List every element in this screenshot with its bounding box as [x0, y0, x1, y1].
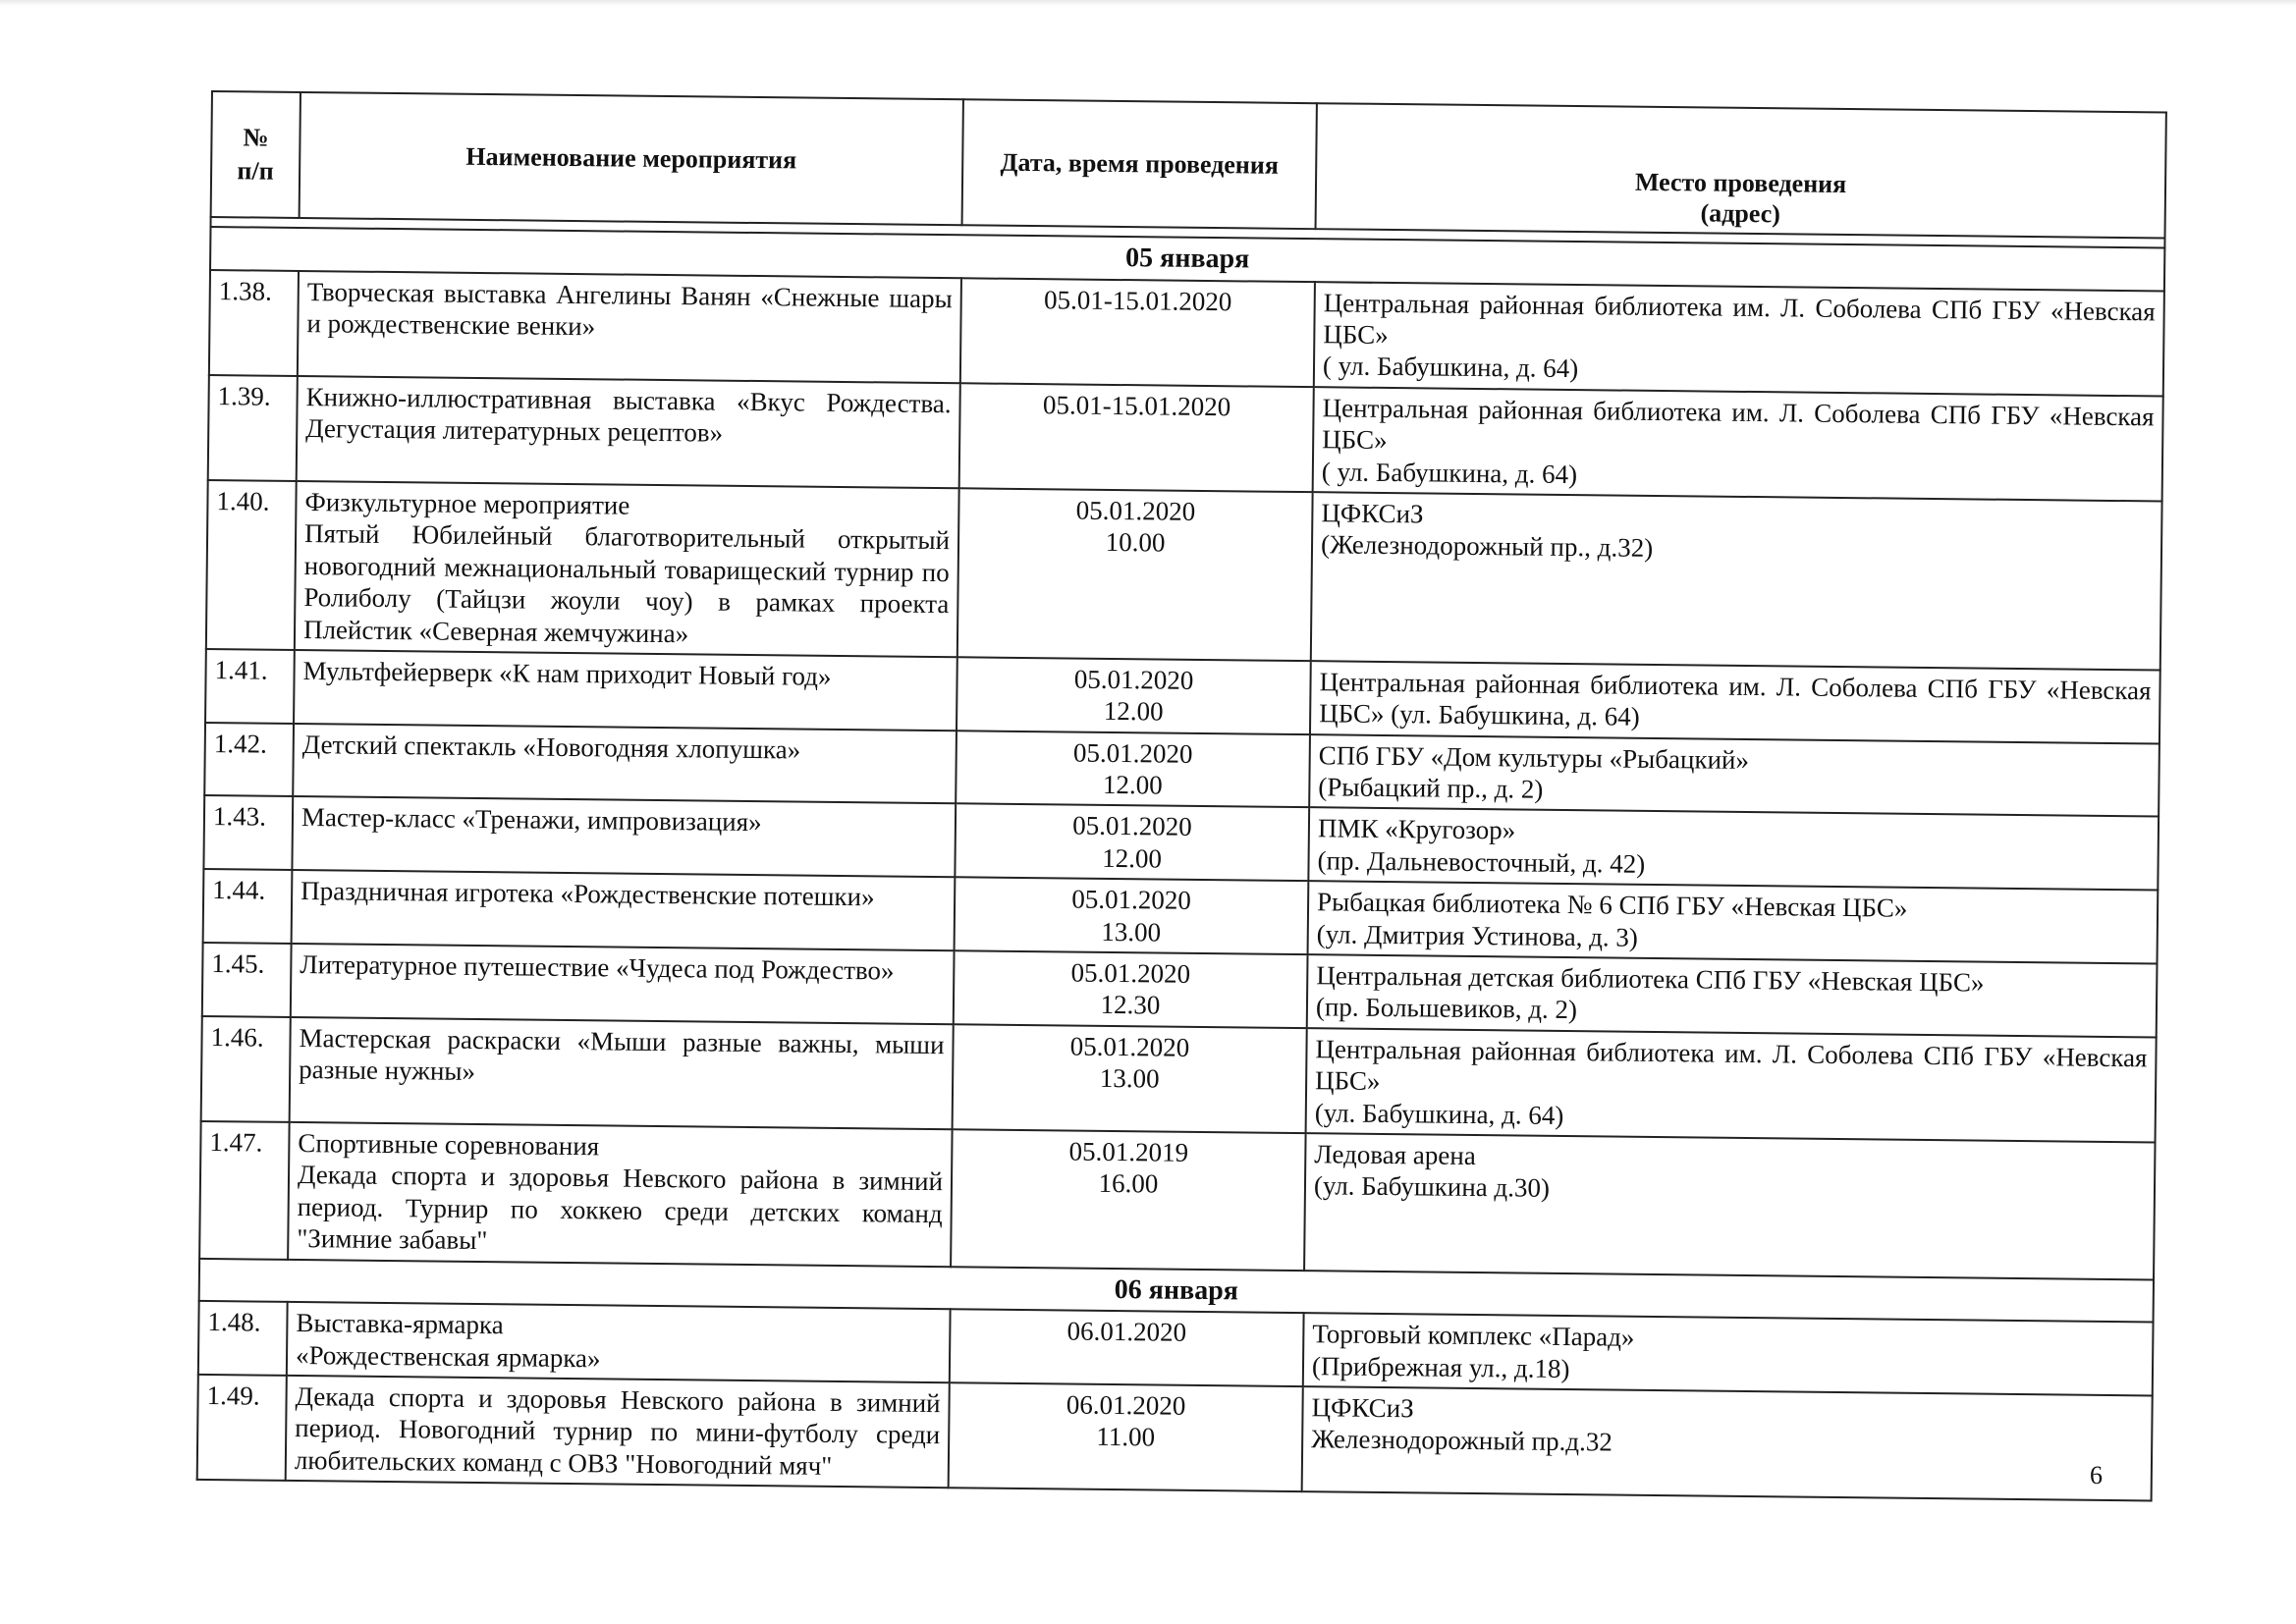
header-number	[211, 91, 301, 218]
event-venue-line: (ул. Дмитрия Устинова, д. 3)	[1316, 918, 1639, 952]
event-date-time-line: 16.00	[1098, 1168, 1159, 1199]
event-name-cell	[286, 1376, 950, 1488]
event-venue-line: ( ул. Бабушкина, д. 64)	[1321, 456, 1578, 489]
event-name-line: Детский спектакль «Новогодняя хлопушка»	[301, 729, 801, 765]
event-name-line: Мастерская раскраски «Мыши разные важны, мыши разные нужны»	[299, 1022, 945, 1087]
event-name-cell	[297, 376, 960, 488]
event-name-line: Декада спорта и здоровья Невского района в зимний период. Новогодний турнир по мини-футболу среди любительских команд с ОВЗ "Новогодний мяч"	[294, 1380, 941, 1481]
event-date-time-cell	[955, 877, 1309, 954]
table-row	[208, 375, 2163, 502]
events-table	[196, 90, 2167, 1502]
row-number: 1.42.	[204, 723, 294, 797]
event-date-time-cell	[960, 278, 1315, 387]
row-number: 1.39.	[208, 375, 298, 481]
table-row	[201, 1016, 2157, 1143]
row-number: 1.43.	[203, 795, 293, 870]
event-venue-line: Ледовая арена	[1314, 1139, 1476, 1170]
event-name-cell	[298, 271, 961, 383]
event-date-time-line: 05.01.2020	[1070, 957, 1191, 989]
header-number-sign: №	[243, 123, 269, 152]
event-name-line: Книжно-иллюстративная выставка «Вкус Рождества. Дегустация литературных рецептов»	[305, 381, 952, 448]
event-venue-cell	[1311, 492, 2162, 670]
event-venue-line: СПб ГБУ «Дом культуры «Рыбацкий»	[1318, 739, 1750, 775]
event-date-time-line: 12.00	[1102, 769, 1163, 800]
table-row	[206, 480, 2162, 670]
event-venue-cell	[1314, 282, 2164, 397]
event-venue-line: Железнодорожный пр.д.32	[1311, 1424, 1613, 1457]
event-venue-line: Центральная районная библиотека им. Л. Соболева СПб ГБУ «Невская ЦБС»	[1323, 287, 2156, 350]
row-number: 1.38.	[209, 270, 299, 376]
event-date-time-line: 05.01.2020	[1069, 1031, 1190, 1062]
event-venue-line: Центральная районная библиотека им. Л. Соболева СПб ГБУ «Невская ЦБС»	[1314, 1034, 2148, 1097]
event-date-time-line: 10.00	[1105, 527, 1166, 558]
event-name-line: Творческая выставка Ангелины Ванян «Снежные шары и рождественские венки»	[306, 276, 953, 342]
event-date-time-line: 05.01.2020	[1072, 737, 1193, 769]
event-date-time-line: 05.01.2020	[1075, 495, 1196, 526]
event-venue-line: (ул. Бабушкина д.30)	[1313, 1170, 1551, 1204]
event-date-time-cell	[950, 1309, 1304, 1386]
event-date-time-cell	[949, 1382, 1303, 1491]
event-date-time-cell	[956, 731, 1310, 808]
event-name-line: Декада спорта и здоровья Невского района в зимний период. Турнир по хоккею среди детских команд "Зимние забавы"	[297, 1160, 944, 1256]
header-date-time: Дата, время проведения	[962, 99, 1317, 229]
event-name-cell	[291, 944, 955, 1024]
event-name-cell	[293, 724, 957, 804]
row-number: 1.46.	[201, 1016, 291, 1122]
event-date-time-line: 05.01-15.01.2020	[1043, 284, 1232, 316]
event-date-time-line: 12.00	[1102, 842, 1163, 874]
event-date-time-cell	[957, 488, 1313, 661]
row-number: 1.48.	[198, 1301, 288, 1376]
event-date-time-line: 11.00	[1096, 1422, 1156, 1452]
event-name-line: Спортивные соревнования	[298, 1127, 600, 1162]
event-name-cell	[292, 870, 956, 950]
event-name-cell	[290, 1017, 954, 1129]
row-number: 1.49.	[197, 1375, 287, 1481]
header-event-name: Наименование мероприятия	[300, 92, 963, 225]
event-date-time-cell	[951, 1129, 1305, 1270]
event-name-line: Мастер-класс «Тренажи, импровизация»	[301, 802, 762, 838]
event-name-line: Мультфейерверк «К нам приходит Новый год»	[302, 655, 832, 691]
table-header-row	[211, 91, 2166, 239]
event-date-time-line: 05.01.2020	[1073, 664, 1194, 695]
event-venue-line: (Рыбацкий пр., д. 2)	[1318, 772, 1544, 804]
event-date-time-line: 05.01.2020	[1071, 884, 1192, 916]
event-name-line: Физкультурное мероприятие	[304, 486, 630, 520]
event-date-time-cell	[954, 950, 1308, 1028]
event-venue-line: Центральная районная библиотека им. Л. Соболева СПб ГБУ «Невская ЦБС»	[1322, 393, 2155, 456]
event-venue-cell	[1306, 1028, 2157, 1143]
table-row	[197, 1375, 2153, 1501]
event-venue-line: Центральная районная библиотека им. Л. Соболева СПб ГБУ «Невская ЦБС» (ул. Бабушкина, д. 64)	[1319, 667, 2152, 732]
event-date-time-cell	[955, 804, 1309, 882]
event-date-time-line: 06.01.2020	[1066, 1316, 1187, 1347]
event-venue-line: ПМК «Кругозор»	[1317, 813, 1516, 845]
event-date-time-cell	[953, 1024, 1307, 1133]
row-number: 1.45.	[202, 943, 292, 1017]
table-body	[197, 227, 2165, 1501]
event-name-line: «Рождественская ярмарка»	[295, 1339, 601, 1373]
event-date-time-line: 13.00	[1101, 916, 1162, 947]
event-venue-line: Торговый комплекс «Парад»	[1312, 1319, 1635, 1352]
event-venue-cell	[1308, 881, 2159, 963]
header-venue	[1316, 103, 2166, 238]
event-date-time-cell	[959, 383, 1314, 492]
event-venue-cell	[1309, 734, 2159, 817]
event-name-cell	[295, 481, 959, 657]
header-venue-title: Место проведения	[1634, 167, 1847, 198]
event-venue-line: (пр. Большевиков, д. 2)	[1315, 992, 1578, 1025]
table-row	[199, 1121, 2155, 1279]
row-number: 1.47.	[199, 1121, 290, 1260]
event-venue-cell	[1308, 808, 2159, 891]
events-table-wrapper	[196, 90, 2165, 1502]
event-date-time-line: 05.01-15.01.2020	[1042, 389, 1231, 422]
event-venue-line: ЦФКСиЗ	[1321, 498, 1424, 529]
event-venue-line: (пр. Дальневосточный, д. 42)	[1317, 845, 1646, 879]
day-section-heading: 06 января	[199, 1258, 2154, 1322]
event-venue-line: ( ул. Бабушкина, д. 64)	[1322, 351, 1579, 384]
event-date-time-line: 13.00	[1099, 1063, 1160, 1094]
event-date-time-line: 12.00	[1103, 696, 1164, 727]
event-name-line: Выставка-ярмарка	[296, 1308, 504, 1340]
header-number-abbr: п/п	[237, 156, 274, 186]
event-venue-line: ЦФКСиЗ	[1311, 1392, 1414, 1424]
event-venue-cell	[1304, 1133, 2155, 1279]
event-date-time-line: 12.30	[1100, 990, 1161, 1020]
table-row	[209, 270, 2164, 397]
event-name-line: Литературное путешествие «Чудеса под Рождество»	[300, 949, 895, 986]
page-number: 6	[2090, 1461, 2103, 1489]
event-date-time-cell	[957, 657, 1311, 734]
day-section-heading: 05 января	[210, 227, 2164, 291]
event-venue-line: (Прибрежная ул., д.18)	[1311, 1350, 1570, 1383]
event-venue-cell	[1313, 387, 2163, 502]
row-number: 1.44.	[203, 869, 293, 944]
event-venue-cell	[1310, 661, 2160, 743]
event-name-line: Праздничная игротека «Рождественские потешки»	[301, 876, 875, 912]
header-venue-address: (адрес)	[1700, 198, 1781, 229]
event-date-time-line: 05.01.2019	[1068, 1136, 1189, 1167]
event-name-line: Пятый Юбилейный благотворительный открытый новогодний межнациональный товарищеский турнир по Ролиболу (Тайцзи жоули чоу) в рамках проекта Плейстик «Северная жемчужина»	[302, 518, 951, 648]
event-venue-line: (ул. Бабушкина, д. 64)	[1314, 1097, 1564, 1130]
event-name-cell	[292, 796, 956, 877]
event-venue-line: (Железнодорожный пр., д.32)	[1320, 529, 1654, 564]
event-venue-line: Рыбацкая библиотека № 6 СПб ГБУ «Невская ЦБС»	[1316, 887, 1908, 923]
event-name-cell	[294, 650, 957, 731]
scan-edge	[0, 0, 2296, 6]
event-venue-cell	[1302, 1386, 2153, 1501]
row-number: 1.41.	[205, 649, 295, 724]
event-date-time-line: 06.01.2020	[1066, 1389, 1186, 1421]
event-venue-cell	[1303, 1313, 2154, 1395]
event-date-time-line: 05.01.2020	[1072, 810, 1192, 842]
event-venue-cell	[1307, 954, 2158, 1037]
event-name-cell	[287, 1302, 951, 1382]
row-number: 1.40.	[206, 480, 297, 650]
event-venue-line: Центральная детская библиотека СПб ГБУ «Невская ЦБС»	[1316, 960, 1985, 998]
event-name-cell	[288, 1122, 952, 1267]
